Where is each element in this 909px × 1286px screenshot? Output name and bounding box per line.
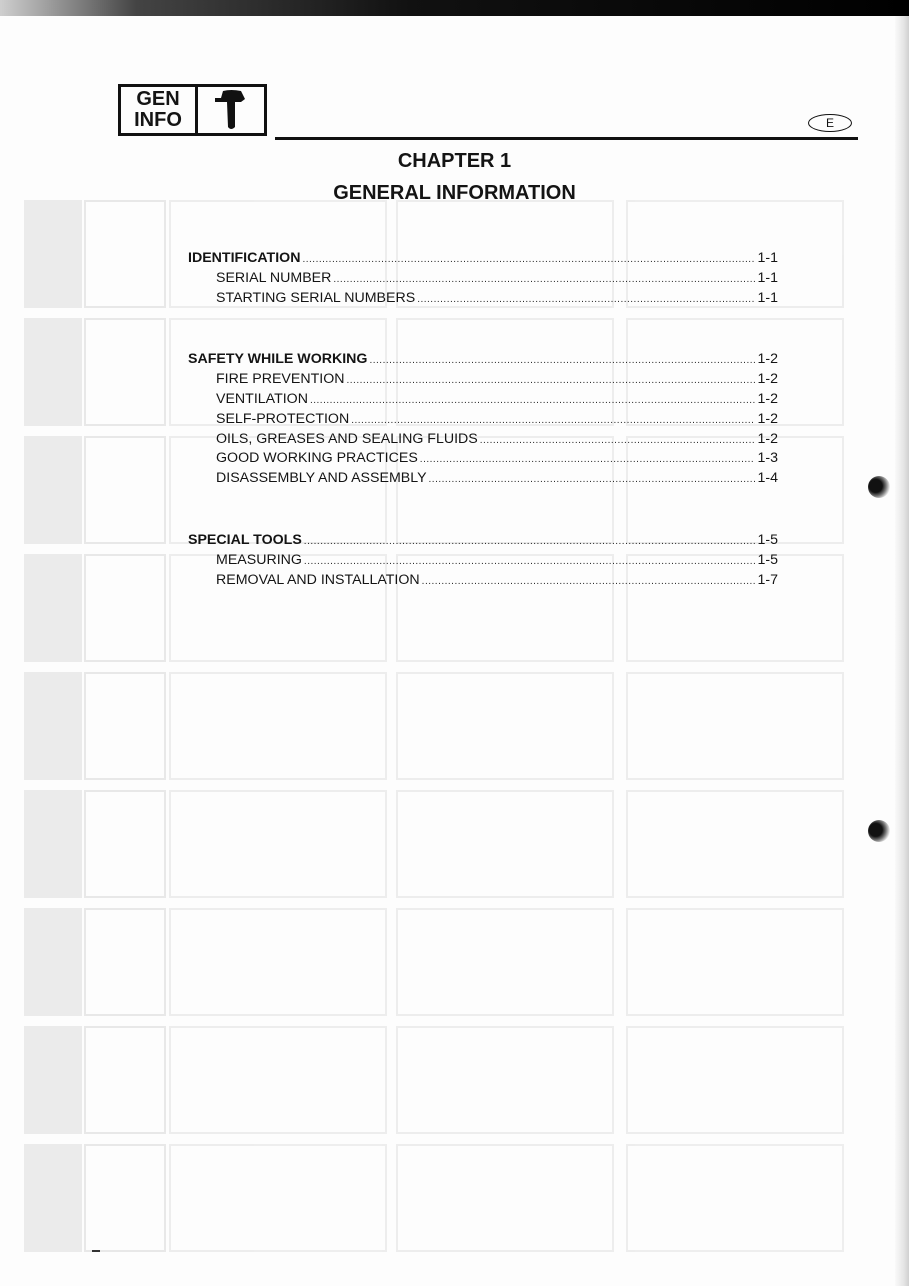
- dot-leader: [333, 274, 755, 285]
- toc-entry-label: SELF-PROTECTION: [216, 410, 350, 427]
- dot-leader: [304, 556, 756, 567]
- toc-entry-identification[interactable]: [188, 250, 778, 270]
- binder-hole-top: [868, 476, 890, 498]
- outboard-motor-icon: [198, 87, 264, 133]
- toc-page-number: 1-3: [757, 450, 778, 467]
- dot-leader: [417, 294, 755, 305]
- toc-entry-self-protection[interactable]: [188, 411, 778, 431]
- dot-leader: [369, 355, 755, 366]
- section-tab-logo: [118, 84, 267, 136]
- toc-entry-measuring[interactable]: [188, 552, 778, 572]
- toc-entry-label: DISASSEMBLY AND ASSEMBLY: [216, 470, 427, 487]
- toc-entry-label: REMOVAL AND INSTALLATION: [216, 571, 420, 588]
- dot-leader: [420, 454, 756, 465]
- scan-mark: [92, 1250, 100, 1252]
- header-rule: [275, 137, 858, 140]
- table-of-contents: [188, 250, 778, 591]
- toc-entry-removal-and-installation[interactable]: [188, 572, 778, 592]
- toc-entry-special-tools[interactable]: [188, 532, 778, 552]
- toc-page-number: 1-5: [757, 531, 778, 548]
- section-tab-label: [121, 87, 198, 133]
- toc-page-number: 1-2: [757, 390, 778, 407]
- toc-entry-label: SAFETY WHILE WORKING: [188, 351, 368, 368]
- chapter-title: GENERAL INFORMATION: [333, 182, 576, 204]
- toc-entry-label: GOOD WORKING PRACTICES: [216, 450, 418, 467]
- dot-leader: [304, 536, 756, 547]
- toc-page-number: 1-4: [757, 470, 778, 487]
- toc-entry-oils-greases-sealing-fluids[interactable]: [188, 431, 778, 451]
- toc-entry-fire-prevention[interactable]: [188, 371, 778, 391]
- toc-entry-safety-while-working[interactable]: [188, 351, 778, 371]
- section-tab-line2: INFO: [134, 109, 182, 131]
- toc-page-number: 1-1: [757, 289, 778, 306]
- toc-entry-label: SPECIAL TOOLS: [188, 531, 302, 548]
- toc-entry-label: OILS, GREASES AND SEALING FLUIDS: [216, 430, 478, 447]
- toc-page-number: 1-7: [757, 571, 778, 588]
- chapter-number: CHAPTER 1: [397, 150, 512, 172]
- dot-leader: [480, 435, 756, 446]
- binder-hole-bottom: [868, 820, 890, 842]
- toc-page-number: 1-1: [757, 269, 778, 286]
- toc-entry-label: SERIAL NUMBER: [216, 269, 332, 286]
- toc-page-number: 1-2: [757, 371, 778, 388]
- toc-entry-label: IDENTIFICATION: [188, 250, 301, 266]
- language-badge: E: [808, 114, 852, 132]
- dot-leader: [351, 415, 755, 426]
- scan-top-edge: [0, 0, 909, 16]
- dot-leader: [422, 576, 756, 587]
- toc-entry-starting-serial-numbers[interactable]: [188, 290, 778, 310]
- dot-leader: [302, 254, 755, 265]
- toc-entry-label: FIRE PREVENTION: [216, 371, 345, 388]
- dot-leader: [429, 474, 756, 485]
- toc-entry-label: VENTILATION: [216, 390, 308, 407]
- toc-entry-ventilation[interactable]: [188, 391, 778, 411]
- toc-page-number: 1-1: [757, 250, 778, 266]
- section-tab-line1: GEN: [136, 88, 180, 110]
- dot-leader: [347, 375, 756, 386]
- toc-entry-disassembly-and-assembly[interactable]: [188, 470, 778, 490]
- toc-page-number: 1-2: [757, 430, 778, 447]
- toc-entry-label: MEASURING: [216, 551, 302, 568]
- toc-page-number: 1-2: [757, 351, 778, 368]
- dot-leader: [310, 395, 756, 406]
- toc-entry-serial-number[interactable]: [188, 270, 778, 290]
- toc-page-number: 1-5: [757, 551, 778, 568]
- toc-page-number: 1-2: [757, 410, 778, 427]
- toc-entry-good-working-practices[interactable]: [188, 450, 778, 470]
- toc-entry-label: STARTING SERIAL NUMBERS: [216, 289, 416, 306]
- scan-right-edge: [895, 16, 909, 1286]
